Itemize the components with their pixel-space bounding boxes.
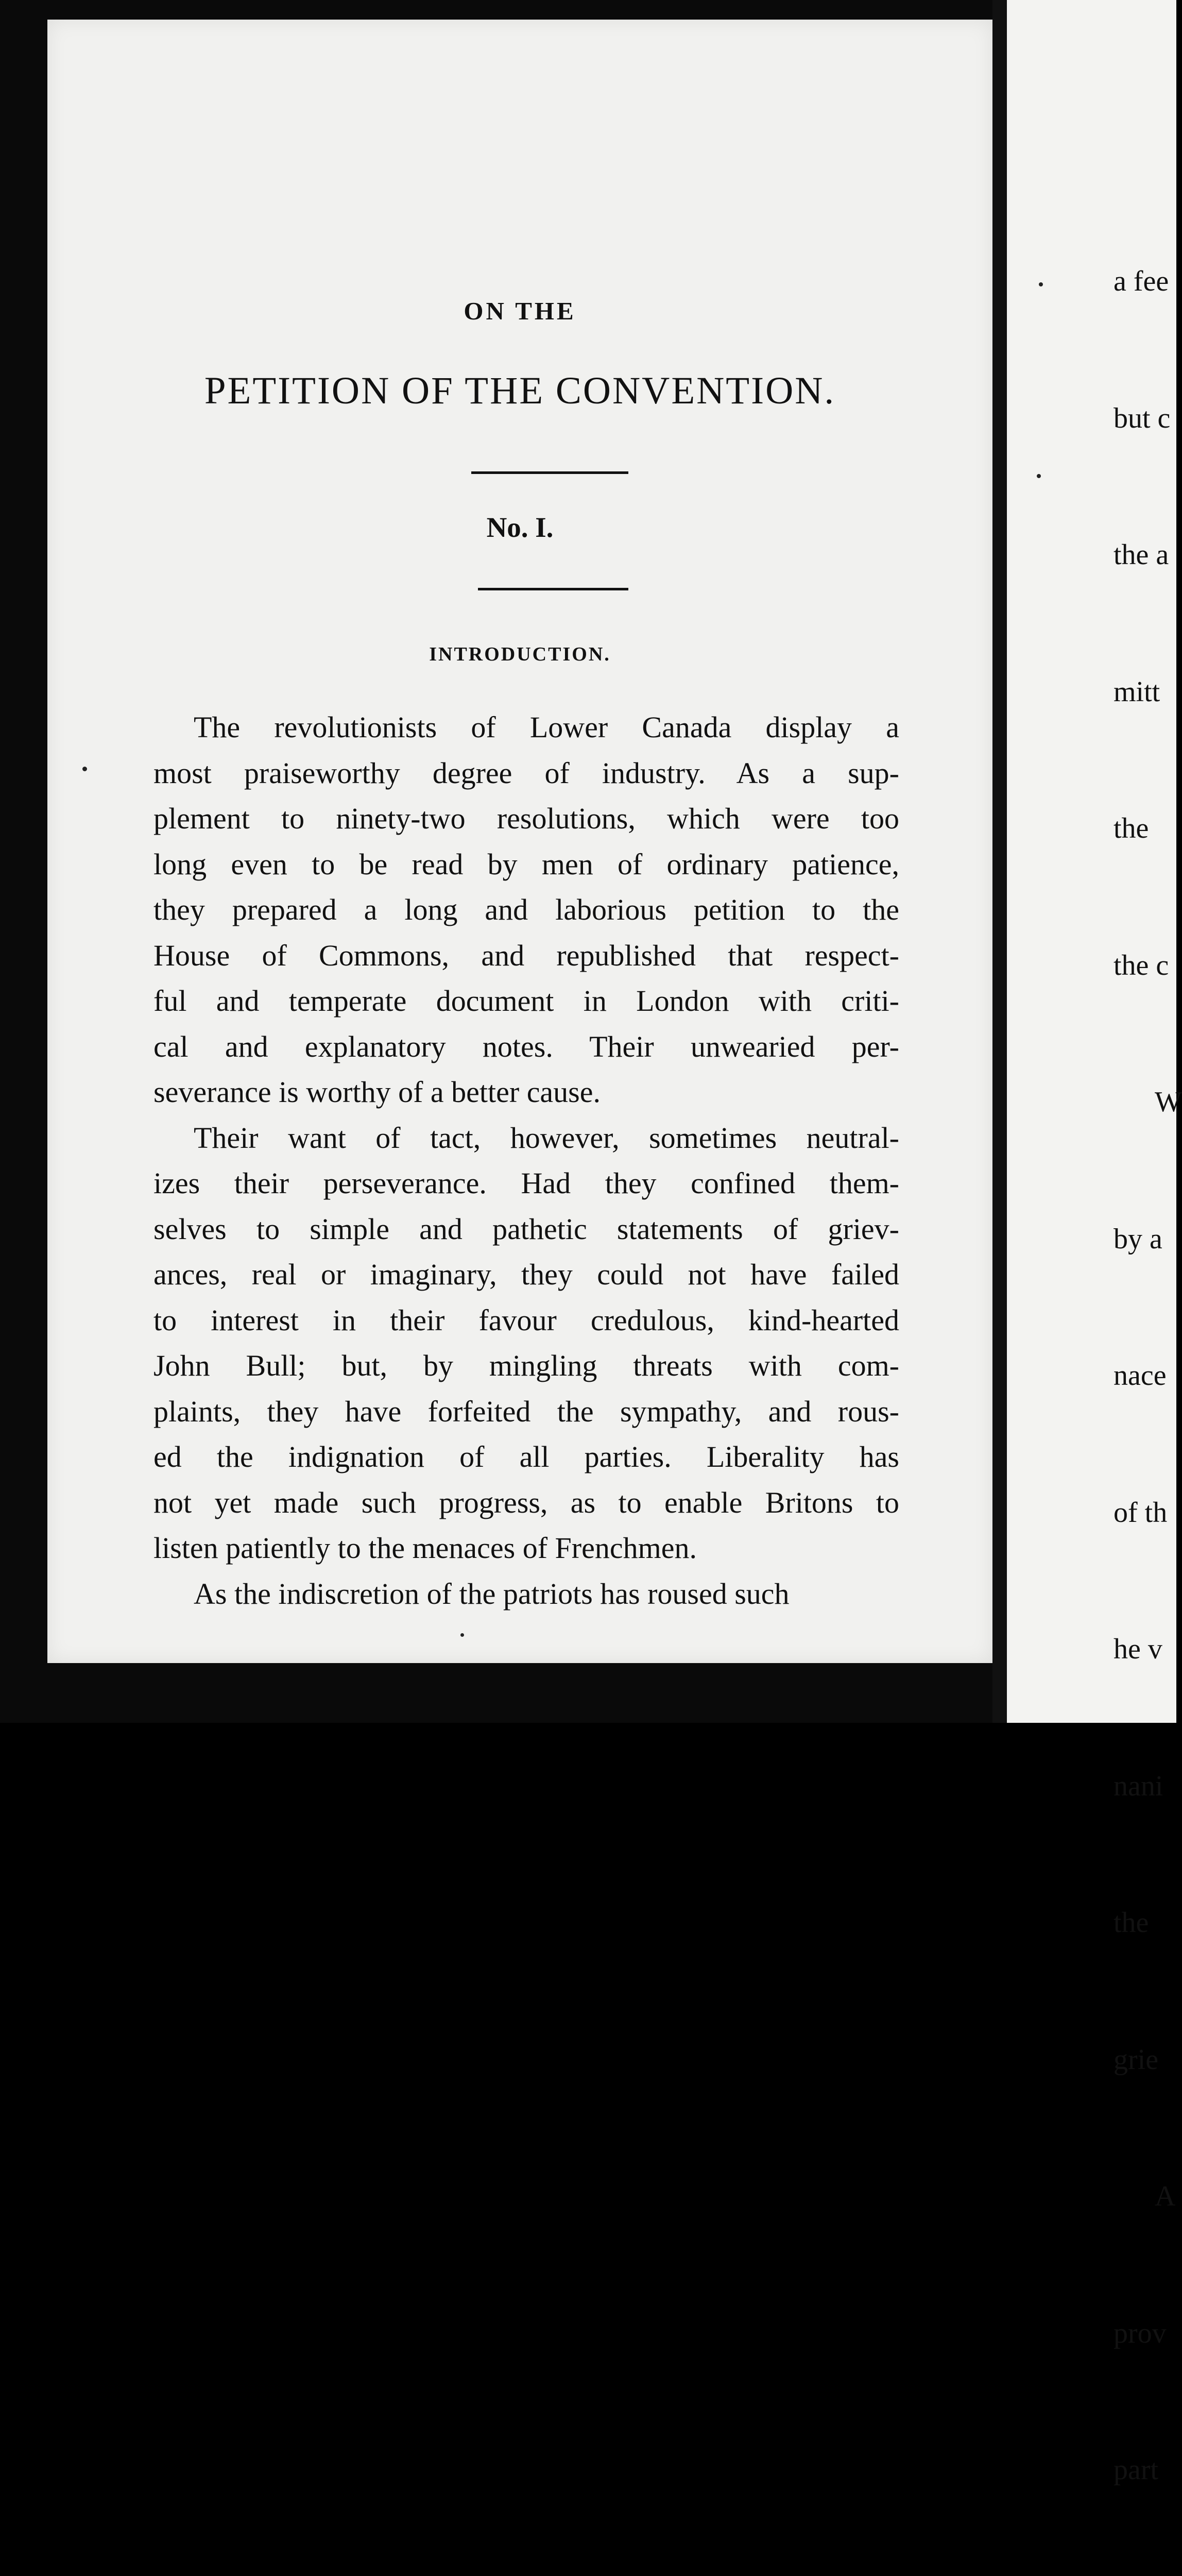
facing-text-line: by a [1114, 1223, 1162, 1255]
text-line: severance is worthy of a better cause. [153, 1075, 601, 1109]
divider-rule [471, 471, 628, 474]
facing-text-line: the [1114, 1907, 1149, 1939]
ink-speck [1039, 282, 1043, 286]
facing-text-line: but c [1114, 402, 1171, 434]
text-line: long even to be read by men of ordinary patience, [153, 847, 899, 881]
text-line: John Bull; but, by mingling threats with com- [153, 1349, 899, 1382]
section-heading: INTRODUCTION. [429, 643, 611, 665]
ink-speck [460, 1633, 464, 1637]
text-line: ful and temperate document in London with criti- [153, 984, 899, 1018]
facing-text-line: A [1155, 2180, 1176, 2212]
facing-text-line: W [1155, 1086, 1182, 1118]
body-text [153, 705, 899, 1617]
facing-text-line: of th [1114, 1496, 1168, 1529]
text-line: As the indiscretion of the patriots has roused such [194, 1577, 790, 1611]
text-line: they prepared a long and laborious petition to the [153, 893, 899, 926]
facing-text-line: a fee [1114, 265, 1169, 297]
divider-rule [478, 588, 628, 590]
facing-text-line: part [1114, 2454, 1159, 2486]
text-line: cal and explanatory notes. Their unwearied per- [153, 1029, 899, 1063]
text-line: listen patiently to the menaces of Frenchmen. [153, 1531, 697, 1565]
facing-text-line: prov [1114, 2317, 1167, 2349]
text-line: izes their perseverance. Had they confined them- [153, 1166, 899, 1200]
facing-text-line: grie [1114, 2043, 1159, 2076]
text-line: ances, real or imaginary, they could not have failed [153, 1258, 899, 1291]
text-line: not yet made such progress, as to enable Britons to [153, 1485, 899, 1519]
ink-speck [82, 767, 87, 771]
text-line: ed the indignation of all parties. Liberality has [153, 1440, 899, 1473]
facing-text-line: nace [1114, 1360, 1167, 1392]
facing-text-line: the a [1114, 539, 1169, 571]
text-line: House of Commons, and republished that respect- [153, 938, 899, 972]
text-line: Their want of tact, however, sometimes neutral- [194, 1121, 899, 1155]
chapter-number: No. I. [486, 512, 554, 543]
text-line: plaints, they have forfeited the sympathy, and rous- [153, 1394, 899, 1428]
page-gutter [992, 0, 1007, 1723]
facing-page-text [1114, 167, 1182, 2576]
text-line: plement to ninety-two resolutions, which were too [153, 802, 899, 835]
text-line: selves to simple and pathetic statements of griev- [153, 1212, 899, 1246]
facing-text-line: nani [1114, 1770, 1163, 1802]
page-title: PETITION OF THE CONVENTION. [204, 369, 836, 412]
facing-text-line: the c [1114, 949, 1169, 981]
facing-text-line: mitt [1114, 675, 1160, 708]
text-line: most praiseworthy degree of industry. As a sup- [153, 756, 899, 790]
ink-speck [1037, 474, 1041, 478]
text-line: The revolutionists of Lower Canada display a [194, 710, 899, 744]
facing-text-line: the [1114, 812, 1149, 844]
heading-on-the: ON THE [464, 297, 576, 325]
facing-text-line: he v [1114, 1633, 1162, 1665]
text-line: to interest in their favour credulous, kind-hearted [153, 1303, 899, 1337]
